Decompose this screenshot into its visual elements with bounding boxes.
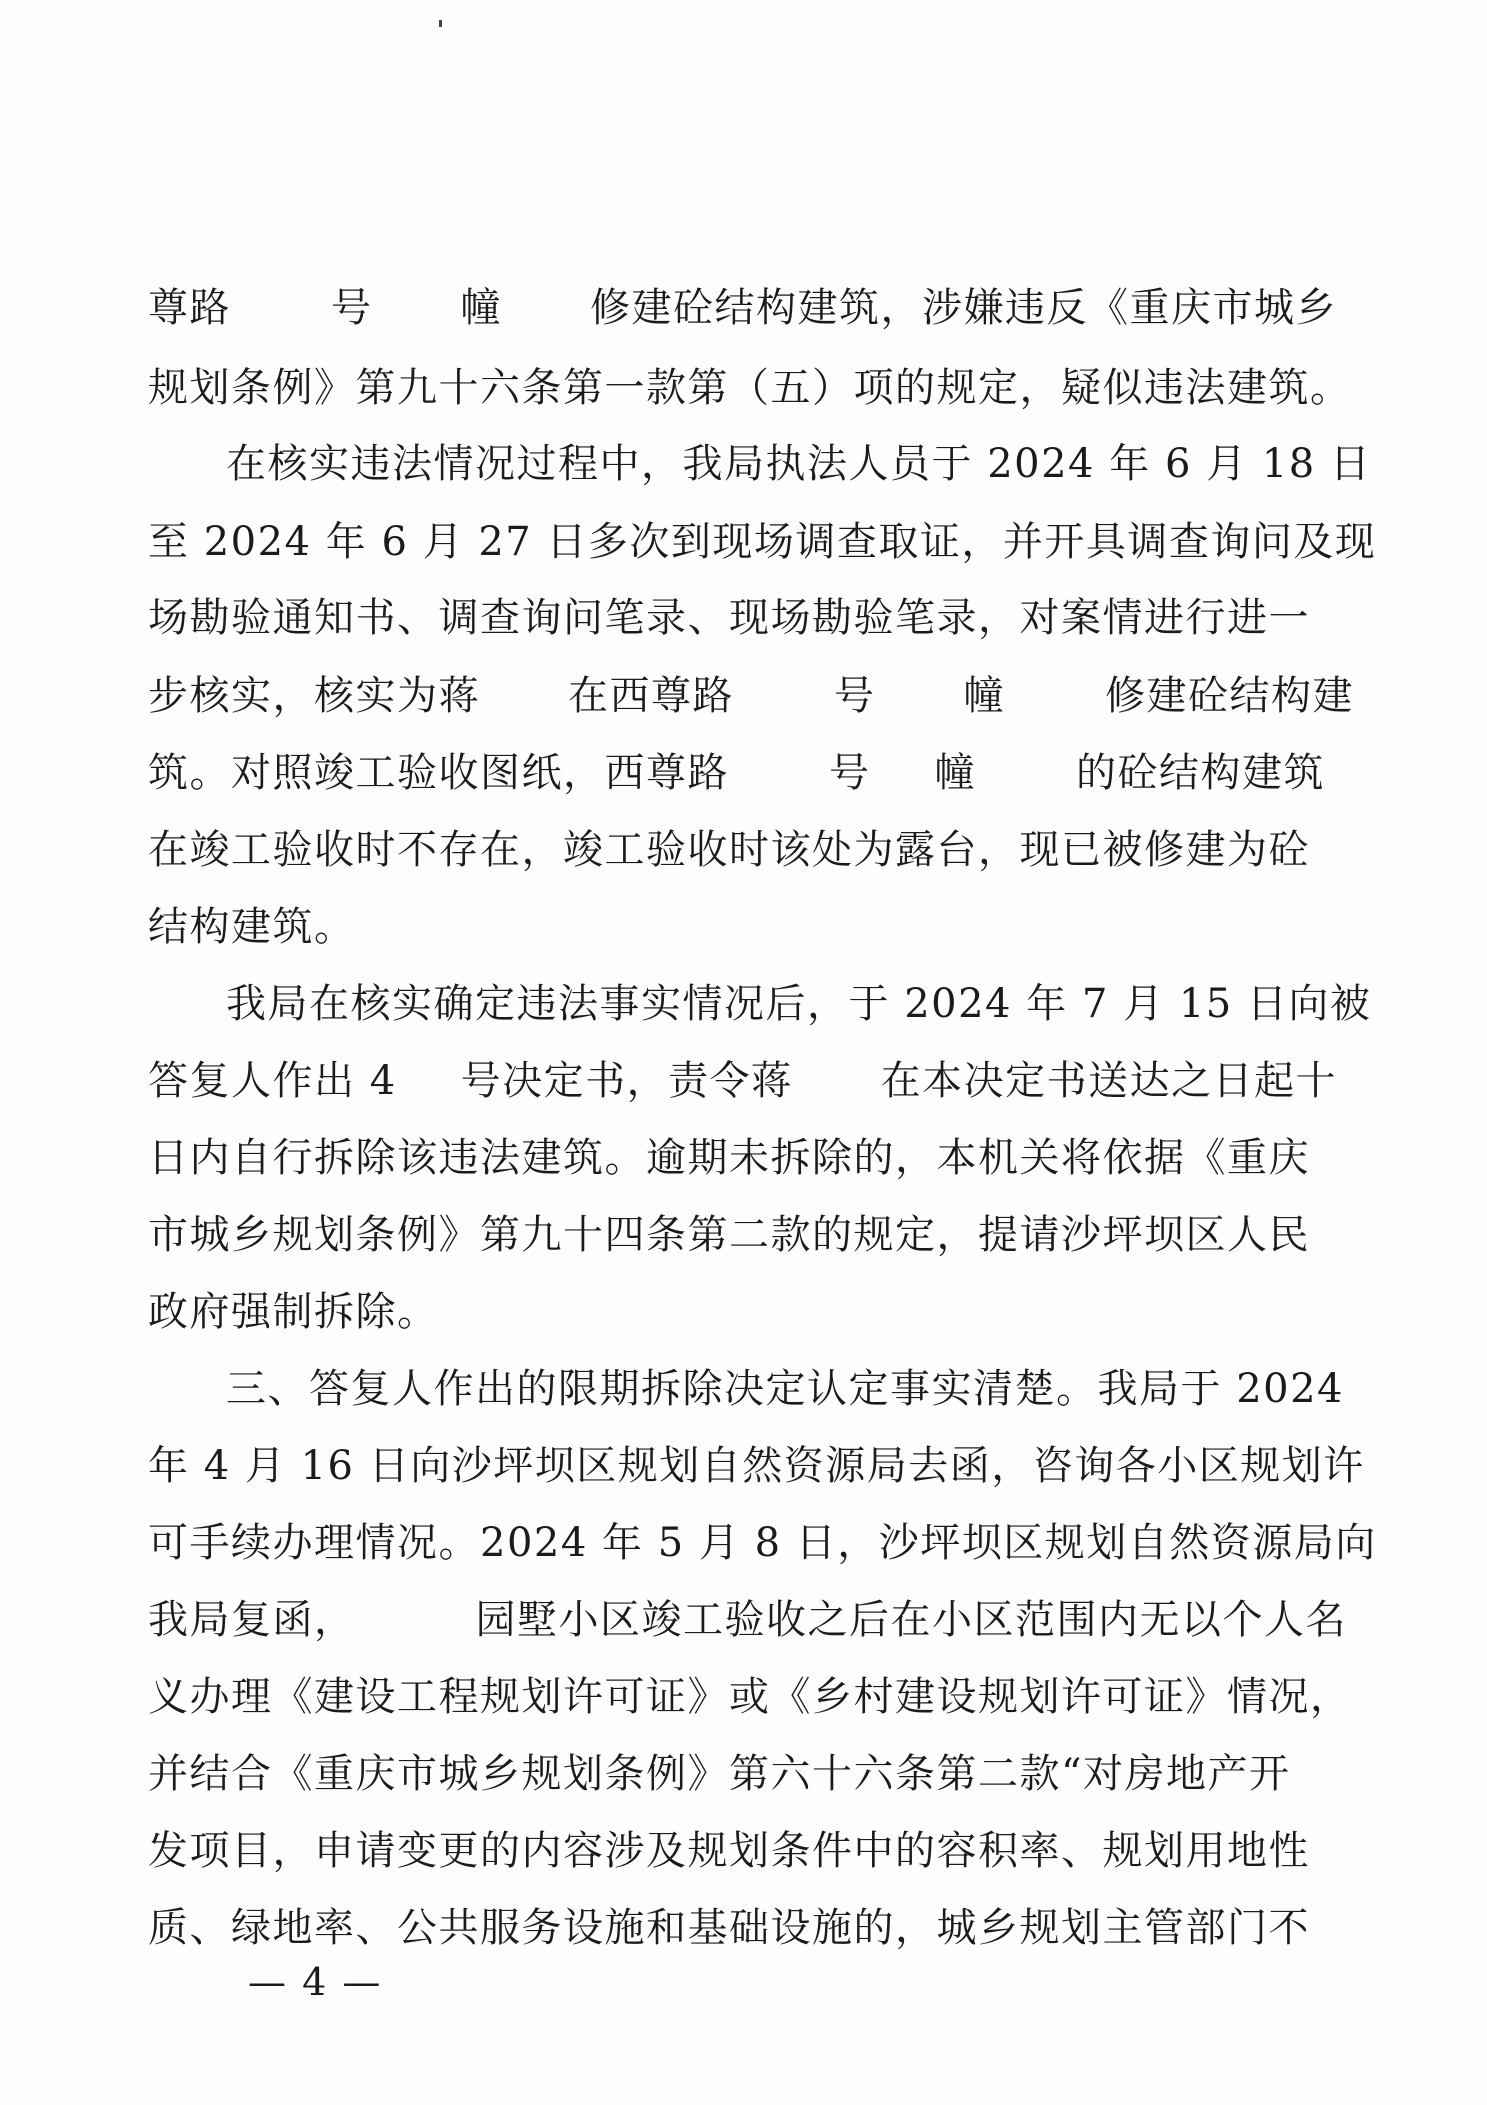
text-line-10: 我局在核实确定违法事实情况后，于 2024 年 7 月 15 日向被	[226, 981, 1372, 1027]
text-line-22: 质、绿地率、公共服务设施和基础设施的，城乡规划主管部门不	[148, 1905, 1310, 1951]
text-line-15: 三、答复人作出的限期拆除决定认定事实清楚。我局于 2024	[226, 1366, 1345, 1412]
text-line-18: 我局复函， 园墅小区竣工验收之后在小区范围内无以个人名	[148, 1597, 1347, 1643]
text-line-16: 年 4 月 16 日向沙坪坝区规划自然资源局去函，咨询各小区规划许	[148, 1443, 1365, 1489]
text-line-12: 日内自行拆除该违法建筑。逾期未拆除的，本机关将依据《重庆	[148, 1135, 1310, 1181]
text-line-1: 尊路 号 幢 修建砼结构建筑，涉嫌违反《重庆市城乡	[148, 285, 1337, 331]
text-line-5: 场勘验通知书、调查询问笔录、现场勘验笔录，对案情进行进一	[148, 595, 1310, 641]
text-line-20: 并结合《重庆市城乡规划条例》第六十六条第二款“对房地产开	[148, 1751, 1291, 1797]
text-line-17: 可手续办理情况。2024 年 5 月 8 日，沙坪坝区规划自然资源局向	[148, 1520, 1377, 1566]
text-line-7: 筑。对照竣工验收图纸，西尊路 号 幢 的砼结构建筑	[148, 750, 1325, 796]
text-line-14: 政府强制拆除。	[148, 1289, 439, 1335]
text-line-8: 在竣工验收时不存在，竣工验收时该处为露台，现已被修建为砼	[148, 827, 1310, 873]
text-line-19: 义办理《建设工程规划许可证》或《乡村建设规划许可证》情况，	[148, 1674, 1352, 1720]
text-line-9: 结构建筑。	[148, 904, 356, 950]
text-line-2: 规划条例》第九十六条第一款第（五）项的规定，疑似违法建筑。	[148, 365, 1352, 411]
text-line-21: 发项目，申请变更的内容涉及规划条件中的容积率、规划用地性	[148, 1828, 1310, 1874]
page-number: — 4 —	[248, 1960, 383, 2004]
text-line-11: 答复人作出 4 号决定书，责令蒋 在本决定书送达之日起十	[148, 1058, 1338, 1104]
text-line-13: 市城乡规划条例》第九十四条第二款的规定，提请沙坪坝区人民	[148, 1212, 1310, 1258]
text-line-6: 步核实，核实为蒋 在西尊路 号 幢 修建砼结构建	[148, 673, 1354, 719]
text-line-3: 在核实违法情况过程中，我局执法人员于 2024 年 6 月 18 日	[226, 441, 1372, 487]
text-line-4: 至 2024 年 6 月 27 日多次到现场调查取证，并开具调查询问及现	[148, 519, 1377, 565]
